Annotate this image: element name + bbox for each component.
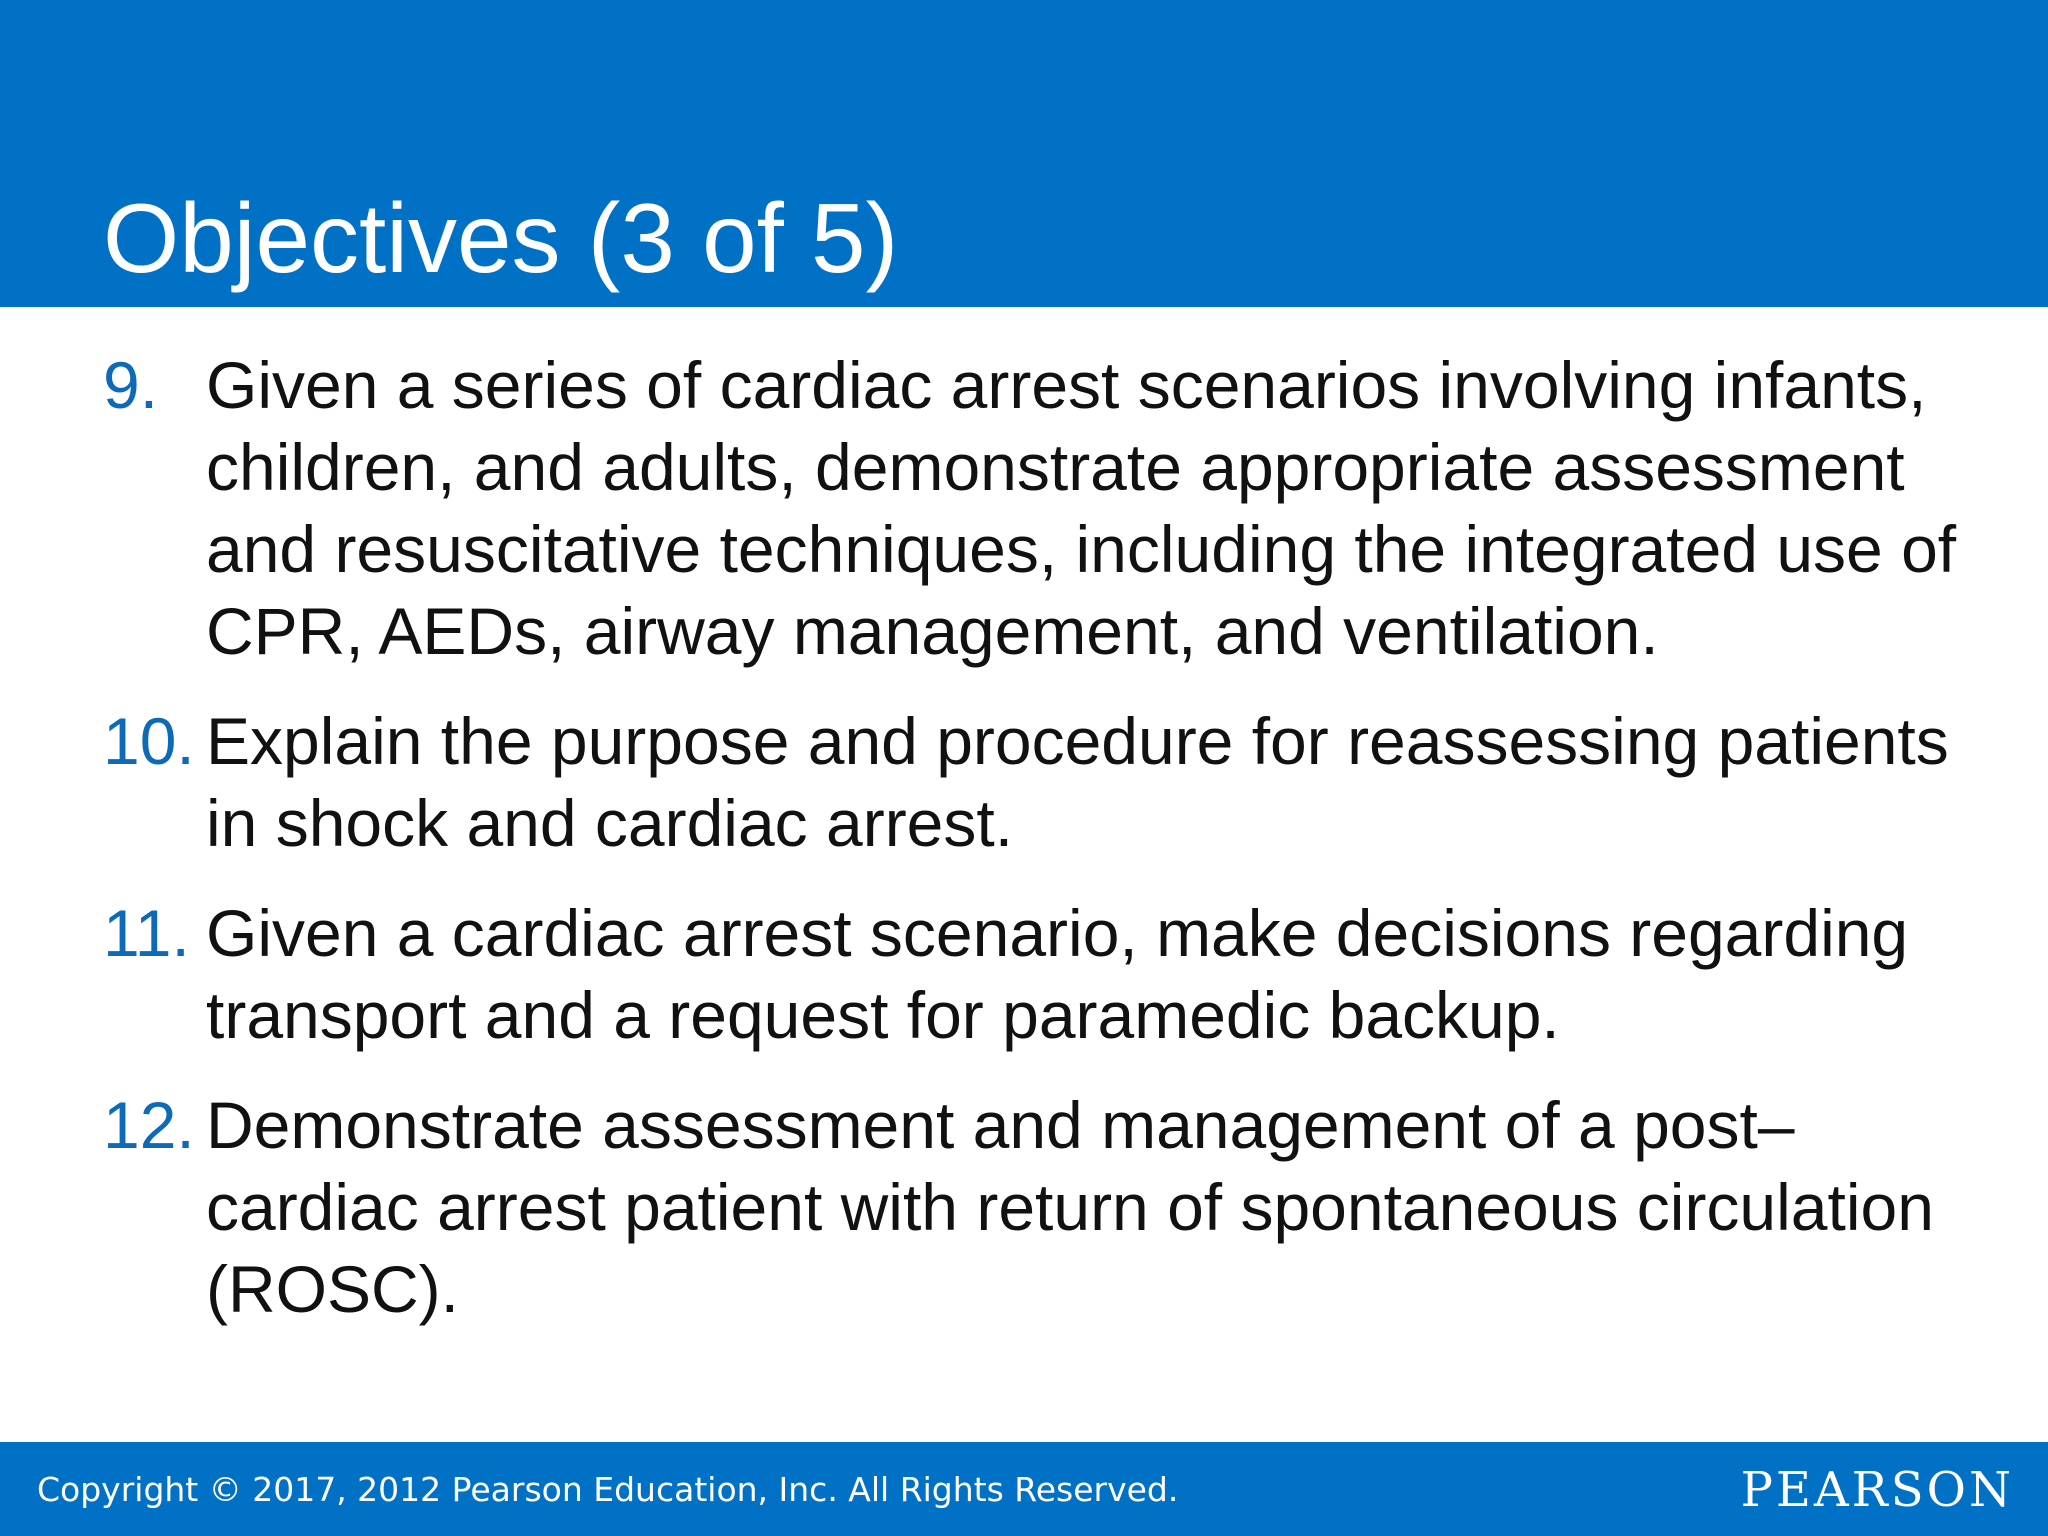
objective-number: 10. <box>103 704 195 778</box>
objective-item <box>0 892 2048 1056</box>
objective-text: Given a series of cardiac arrest scenarios involving infants, children, and adults, demonstrate appropriate assessment and resuscitative techniques, including the integrated use of CPR, AEDs, airway management, and ventilation. <box>206 348 1957 668</box>
title-bar <box>0 0 2048 307</box>
objective-number: 9. <box>103 348 159 422</box>
objective-item <box>0 1084 2048 1330</box>
objective-number: 11. <box>103 896 190 970</box>
objective-text: Explain the purpose and procedure for reassessing patients in shock and cardiac arrest. <box>206 704 1949 860</box>
pearson-logo: PEARSON <box>1740 1462 2014 1518</box>
objective-item <box>0 344 2048 672</box>
objective-number: 12. <box>103 1088 195 1162</box>
footer-bar <box>0 1442 2048 1536</box>
slide-title: Objectives (3 of 5) <box>103 183 899 293</box>
objective-text: Demonstrate assessment and management of a post–cardiac arrest patient with return of spontaneous circulation (ROSC). <box>206 1088 1934 1326</box>
copyright-notice: Copyright © 2017, 2012 Pearson Education, Inc. All Rights Reserved. <box>37 1470 1179 1509</box>
objectives-list <box>0 344 2048 1358</box>
objective-text: Given a cardiac arrest scenario, make decisions regarding transport and a request for paramedic backup. <box>206 896 1909 1052</box>
objective-item <box>0 700 2048 864</box>
